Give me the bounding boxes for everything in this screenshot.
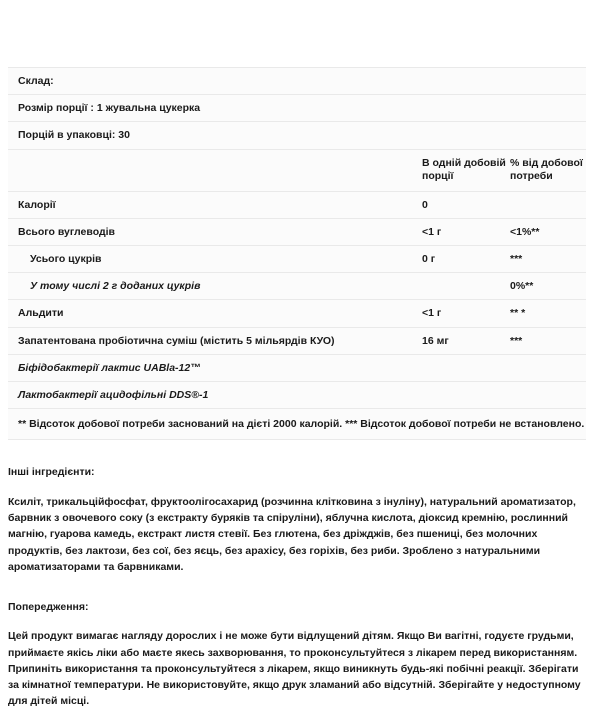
nutrient-daily-value: <1%** [508, 218, 586, 245]
other-ingredients-text: Ксиліт, трикальційфосфат, фруктоолігосахарид (розчинна клітковина з інуліну), натуральний ароматизатор, барвник з овочевого соку (з екстракту буряків та спіруліни), яблучна кислота, діоксид кремнію, рослинний магнію, гуарова камедь, екстракт листя стевії. Без глютена, без дріжджів, без пшениці, без молочних продуктів, без лактози, без сої, без яєць, без арахісу, без горіхів, без риби. Зроблено з натуральними ароматизаторами та барвниками. [8, 495, 576, 573]
table-row [8, 300, 586, 327]
nutrient-label: Запатентована пробіотична суміш (містить 5 мільярдів КУО) [8, 327, 420, 354]
table-row [8, 273, 586, 300]
nutrient-amount [420, 273, 508, 300]
warnings-heading: Попередження: [8, 601, 89, 614]
paragraph-gap [8, 481, 590, 494]
nutrient-amount: 0 г [420, 246, 508, 273]
other-ingredients-section [8, 464, 590, 575]
nutrient-label: Усього цукрів [8, 246, 420, 273]
nutrient-amount: 16 мг [420, 327, 508, 354]
nutrient-label: Біфідобактерії лактис UABla-12™ [8, 354, 420, 381]
table-row [8, 327, 586, 354]
table-row [8, 382, 586, 409]
supplement-facts-table [8, 67, 586, 440]
table-row [8, 191, 586, 218]
section-gap [0, 575, 600, 599]
nutrient-label: Калорії [8, 191, 420, 218]
nutrient-label: Альдити [8, 300, 420, 327]
section-gap [0, 440, 600, 464]
nutrient-label: Лактобактерії ацидофільні DDS®-1 [8, 382, 420, 409]
table-row-servings-per-container [8, 122, 586, 149]
nutrient-amount: 0 [420, 191, 508, 218]
empty-cell [508, 68, 586, 95]
nutrient-daily-value: ** * [508, 300, 586, 327]
nutrient-label: Всього вуглеводів [8, 218, 420, 245]
warnings-text: Цей продукт вимагає нагляду дорослих і не може бути відлущений дітям. Якщо Ви вагітні, годуєте грудьми, приймаєте якісь ліки або маєте якесь захворювання, то проконсультуйтеся з лікарем перед використанням. Припиніть використання та проконсультуйтеся з лікарем, якщо виникнуть будь-які побічні реакції. Зберігати за кімнатної температури. Не використовуйте, якщо друк зламаний або відсутній. Зберігайте у недоступному для дітей місці. [8, 630, 581, 708]
other-ingredients-heading: Інші інгредієнти: [8, 466, 95, 479]
table-row-serving-size [8, 95, 586, 122]
nutrient-daily-value: *** [508, 246, 586, 273]
empty-cell [420, 122, 508, 149]
header-percent-daily-value: % від добової потреби [508, 149, 586, 191]
nutrient-daily-value [508, 354, 586, 381]
nutrient-amount: <1 г [420, 218, 508, 245]
nutrient-daily-value [508, 382, 586, 409]
table-row [8, 218, 586, 245]
composition-label: Склад: [8, 68, 420, 95]
nutrient-daily-value: *** [508, 327, 586, 354]
daily-value-footnote: ** Відсоток добової потреби заснований на дієті 2000 калорій. *** Відсоток добової потреби не встановлено. [8, 409, 586, 440]
top-spacer [0, 0, 600, 67]
nutrient-amount: <1 г [420, 300, 508, 327]
table-header-row [8, 149, 586, 191]
table-row [8, 246, 586, 273]
warnings-section [8, 599, 590, 710]
serving-size-label: Розмір порції : 1 жувальна цукерка [8, 95, 420, 122]
table-row-composition-label [8, 68, 586, 95]
empty-cell [508, 95, 586, 122]
paragraph-gap [8, 615, 590, 628]
table-footnote-row [8, 409, 586, 440]
table-row [8, 354, 586, 381]
header-name-cell [8, 149, 420, 191]
empty-cell [508, 122, 586, 149]
header-amount-per-serving: В одній добовій порції [420, 149, 508, 191]
servings-per-container-label: Порцій в упаковці: 30 [8, 122, 420, 149]
empty-cell [420, 95, 508, 122]
empty-cell [420, 68, 508, 95]
nutrient-label: У тому числі 2 г доданих цукрів [8, 273, 420, 300]
nutrient-daily-value: 0%** [508, 273, 586, 300]
nutrient-amount [420, 354, 508, 381]
nutrient-amount [420, 382, 508, 409]
nutrient-daily-value [508, 191, 586, 218]
